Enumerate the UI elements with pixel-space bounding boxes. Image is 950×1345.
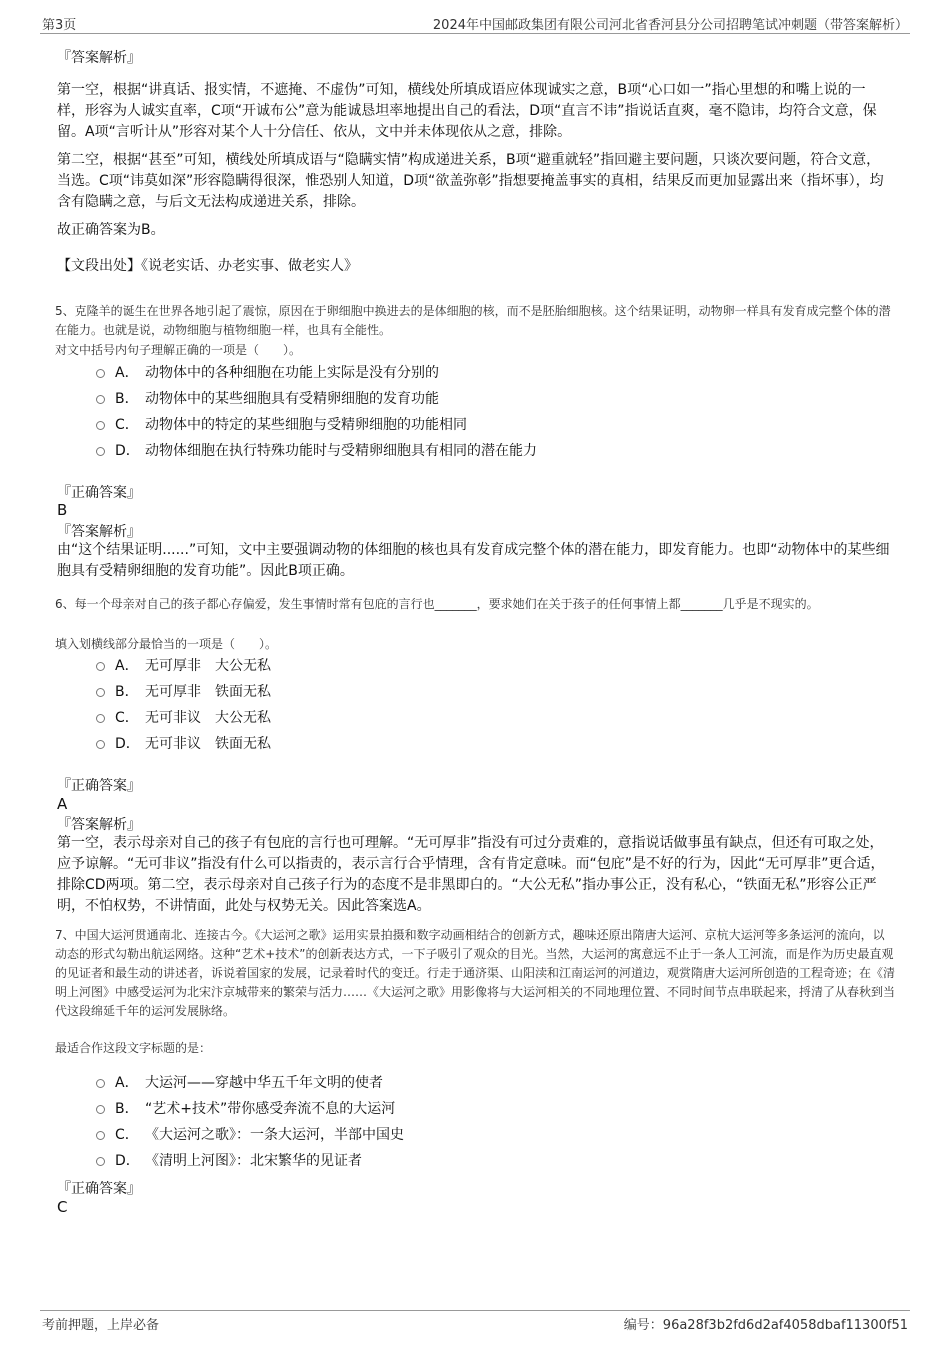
option-letter: C． [115, 710, 139, 726]
question-5-analysis: 由“这个结果证明......”可知，文中主要强调动物的体细胞的核也具有发育成完整个体的潜在能力，即发育能力。也即“动物体中的某些细胞具有受精卵细胞的发育功能”。因此B项正确。 [57, 542, 890, 579]
option-letter: D． [115, 1153, 140, 1169]
question-7-option-a[interactable] [96, 1073, 383, 1093]
radio-icon[interactable] [96, 1157, 105, 1166]
radio-icon[interactable] [96, 421, 105, 430]
question-7-option-b[interactable] [96, 1099, 395, 1119]
option-text: 动物体细胞在执行特殊功能时与受精卵细胞具有相同的潜在能力 [145, 443, 537, 459]
radio-icon[interactable] [96, 714, 105, 723]
analysis-label: 『答案解析』 [57, 524, 141, 540]
correct-answer: A [57, 795, 68, 813]
radio-icon[interactable] [96, 1079, 105, 1088]
option-text: 无可厚非 大公无私 [145, 658, 271, 674]
option-letter: A． [115, 1075, 139, 1091]
document-title: 2024年中国邮政集团有限公司河北省香河县分公司招聘笔试冲刺题（带答案解析） [432, 18, 908, 33]
header-divider [40, 33, 910, 34]
option-text: 无可非议 大公无私 [145, 710, 271, 726]
option-letter: D． [115, 736, 140, 752]
correct-answer-label: 『正确答案』 [57, 485, 141, 501]
correct-answer: B [57, 501, 68, 519]
radio-icon[interactable] [96, 662, 105, 671]
analysis-paragraph-2: 第二空，根据“甚至”可知，横线处所填成语与“隐瞒实情”构成递进关系，B项“避重就轻”指回避主要问题，只谈次要问题，符合文意，当选。C项“讳莫如深”形容隐瞒得很深，惟恐别人知道，D项“欲盖弥彰”指想要掩盖事实的真相，结果反而更加显露出来（指坏事），均含有隐瞒之意，与后文无法构成递进关系，排除。 [57, 152, 884, 210]
question-6-stem: 6、每一个母亲对自己的孩子都心存偏爱，发生事情时常有包庇的言行也_______，要求她们在关于孩子的任何事情上都_______几乎是不现实的。 [55, 597, 819, 611]
question-5-option-c[interactable] [96, 415, 467, 435]
radio-icon[interactable] [96, 1131, 105, 1140]
question-5-option-d[interactable] [96, 441, 537, 461]
radio-icon[interactable] [96, 1105, 105, 1114]
question-6-option-a[interactable] [96, 656, 271, 676]
radio-icon[interactable] [96, 688, 105, 697]
question-6-option-d[interactable] [96, 734, 271, 754]
option-text: 动物体中的特定的某些细胞与受精卵细胞的功能相同 [145, 417, 467, 433]
radio-icon[interactable] [96, 740, 105, 749]
question-7-option-c[interactable] [96, 1125, 404, 1145]
option-letter: C． [115, 1127, 139, 1143]
document-id: 编号：96a28f3b2fd6d2af4058dbaf11300f51 [623, 1318, 908, 1333]
radio-icon[interactable] [96, 395, 105, 404]
analysis-paragraph-1: 第一空，根据“讲真话、报实情，不遮掩、不虚伪”可知，横线处所填成语应体现诚实之意，B项“心口如一”指心里想的和嘴上说的一样，形容为人诚实直率，C项“开诚布公”意为能诚恳坦率地提出自己的看法，D项“直言不讳”指说话直爽，毫不隐讳，均符合文意，保留。A项“言听计从”形容对某个人十分信任、依从，文中并未体现依从之意，排除。 [57, 82, 877, 140]
question-7-option-d[interactable] [96, 1151, 362, 1171]
footer-slogan: 考前押题，上岸必备 [42, 1318, 160, 1333]
page-number: 第3页 [42, 18, 77, 33]
question-5-stem: 5、克隆羊的诞生在世界各地引起了震惊，原因在于卵细胞中换进去的是体细胞的核，而不是胚胎细胞核。这个结果证明，动物卵一样具有发育成完整个体的潜在能力。也就是说，动物细胞与植物细胞一样，也具有全能性。 [55, 304, 891, 337]
footer-divider [40, 1310, 910, 1311]
question-5-option-a[interactable] [96, 363, 439, 383]
option-text: 无可厚非 铁面无私 [145, 684, 271, 700]
question-6-option-b[interactable] [96, 682, 271, 702]
correct-answer: C [57, 1198, 68, 1216]
option-letter: A． [115, 658, 139, 674]
correct-answer-label: 『正确答案』 [57, 1181, 141, 1197]
question-7-stem: 7、中国大运河贯通南北、连接古今。《大运河之歌》运用实景拍摄和数字动画相结合的创新方式，趣味还原出隋唐大运河、京杭大运河等多条运河的流向，以动态的形式勾勒出航运网络。这种“艺术+技术”的创新表达方式，一下子吸引了观众的目光。当然，大运河的寓意远不止于一条人工河流，而是作为历史最直观的见证者和最生动的讲述者，诉说着国家的发展，记录着时代的变迁。行走于通济渠、山阳渎和江南运河的河道边，观赏隋唐大运河所创造的工程奇迹；在《清明上河图》中感受运河为北宋汴京城带来的繁荣与活力……《大运河之歌》用影像将与大运河相关的不同地理位置、不同时间节点串联起来，捋清了从春秋到当代这段绵延千年的运河发展脉络。 [55, 928, 896, 1018]
option-text: 大运河——穿越中华五千年文明的使者 [145, 1075, 383, 1091]
question-6-prompt: 填入划横线部分最恰当的一项是（ ）。 [55, 637, 278, 651]
option-letter: B． [115, 684, 139, 700]
option-text: 《清明上河图》：北宋繁华的见证者 [145, 1153, 362, 1169]
question-5-option-b[interactable] [96, 389, 439, 409]
radio-icon[interactable] [96, 447, 105, 456]
option-text: 动物体中的某些细胞具有受精卵细胞的发育功能 [145, 391, 439, 407]
radio-icon[interactable] [96, 369, 105, 378]
option-letter: A． [115, 365, 139, 381]
question-7-prompt: 最适合作这段文字标题的是： [55, 1041, 212, 1055]
question-6-analysis: 第一空，表示母亲对自己的孩子有包庇的言行也可理解。“无可厚非”指没有可过分责难的，意指说话做事虽有缺点，但还有可取之处，应予谅解。“无可非议”指没有什么可以指责的，表示言行合乎情理，含有肯定意味。而“包庇”是不好的行为，因此“无可厚非”更合适，排除CD两项。第二空，表示母亲对自己孩子行为的态度不是非黑即白的。“大公无私”指办事公正，没有私心，“铁面无私”形容公正严明，不怕权势，不讲情面，此处与权势无关。因此答案选A。 [57, 835, 885, 914]
correct-answer-label: 『正确答案』 [57, 778, 141, 794]
option-text: “艺术+技术”带你感受奔流不息的大运河 [145, 1101, 396, 1117]
option-letter: C． [115, 417, 139, 433]
option-letter: B． [115, 391, 139, 407]
option-text: 无可非议 铁面无私 [145, 736, 271, 752]
question-6-option-c[interactable] [96, 708, 271, 728]
option-text: 动物体中的各种细胞在功能上实际是没有分别的 [145, 365, 439, 381]
option-text: 《大运河之歌》：一条大运河，半部中国史 [145, 1127, 404, 1143]
option-letter: B． [115, 1101, 139, 1117]
source-citation: 【文段出处】《说老实话、办老实事、做老实人》 [57, 258, 358, 274]
question-5-prompt: 对文中括号内句子理解正确的一项是（ ）。 [55, 343, 302, 357]
analysis-label: 『答案解析』 [57, 817, 141, 833]
analysis-label: 『答案解析』 [57, 50, 141, 66]
option-letter: D． [115, 443, 140, 459]
analysis-conclusion: 故正确答案为B。 [57, 222, 165, 238]
